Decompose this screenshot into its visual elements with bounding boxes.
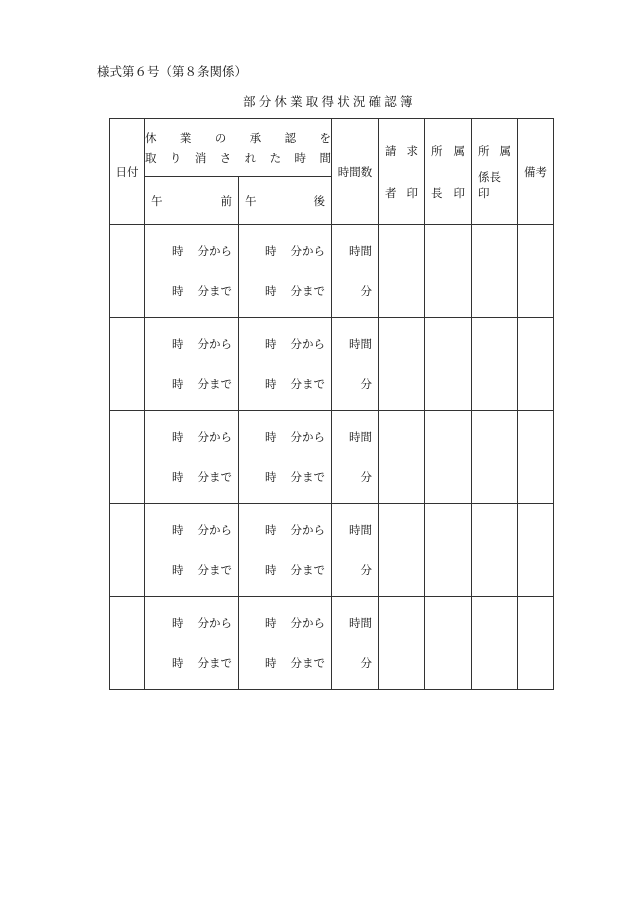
dept-head-seal-cell[interactable]: [425, 411, 472, 504]
header-date: 日付: [110, 119, 145, 225]
document-title: 部分休業取得状況確認簿: [243, 94, 416, 109]
morning-time-cell[interactable]: 時 分から 時 分まで: [145, 318, 239, 411]
remarks-cell[interactable]: [518, 411, 554, 504]
header-hours: 時間数: [332, 119, 379, 225]
date-cell[interactable]: [110, 411, 145, 504]
header-dept-head-seal: 所 属 長 印: [425, 119, 472, 225]
requester-seal-cell[interactable]: [379, 504, 425, 597]
hours-cell[interactable]: 時間 分: [332, 318, 379, 411]
afternoon-time-cell[interactable]: 時 分から 時 分まで: [239, 318, 332, 411]
header-afternoon: 午 後: [239, 177, 332, 225]
dept-head-seal-cell[interactable]: [425, 225, 472, 318]
date-cell[interactable]: [110, 318, 145, 411]
header-section-head-seal: 所 属 係長印: [472, 119, 518, 225]
afternoon-time-cell[interactable]: 時 分から 時 分まで: [239, 411, 332, 504]
section-head-seal-cell[interactable]: [472, 225, 518, 318]
requester-seal-cell[interactable]: [379, 597, 425, 690]
remarks-cell[interactable]: [518, 318, 554, 411]
hours-cell[interactable]: 時間 分: [332, 597, 379, 690]
header-cancelled-time: [145, 119, 332, 177]
afternoon-time-cell[interactable]: 時 分から 時 分まで: [239, 597, 332, 690]
remarks-cell[interactable]: [518, 597, 554, 690]
form-number: 様式第６号（第８条関係）: [97, 64, 248, 79]
date-cell[interactable]: [110, 504, 145, 597]
confirmation-table: [109, 118, 554, 690]
morning-time-cell[interactable]: 時 分から 時 分まで: [145, 504, 239, 597]
morning-time-cell[interactable]: 時 分から 時 分まで: [145, 225, 239, 318]
date-cell[interactable]: [110, 597, 145, 690]
header-cancelled-line2: 取 り 消 さ れ た 時 間: [145, 150, 331, 165]
hours-cell[interactable]: 時間 分: [332, 504, 379, 597]
dept-head-seal-cell[interactable]: [425, 597, 472, 690]
table-row: [110, 597, 554, 690]
requester-seal-cell[interactable]: [379, 225, 425, 318]
section-head-seal-cell[interactable]: [472, 504, 518, 597]
remarks-cell[interactable]: [518, 504, 554, 597]
table-row: [110, 504, 554, 597]
header-morning: 午 前: [145, 177, 239, 225]
section-head-seal-cell[interactable]: [472, 411, 518, 504]
requester-seal-cell[interactable]: [379, 411, 425, 504]
afternoon-time-cell[interactable]: 時 分から 時 分まで: [239, 225, 332, 318]
dept-head-seal-cell[interactable]: [425, 318, 472, 411]
table-row: [110, 411, 554, 504]
header-requester-seal: 請 求 者 印: [379, 119, 425, 225]
morning-time-cell[interactable]: 時 分から 時 分まで: [145, 411, 239, 504]
table-row: [110, 225, 554, 318]
header-row-1: [110, 119, 554, 177]
afternoon-time-cell[interactable]: 時 分から 時 分まで: [239, 504, 332, 597]
requester-seal-cell[interactable]: [379, 318, 425, 411]
remarks-cell[interactable]: [518, 225, 554, 318]
date-cell[interactable]: [110, 225, 145, 318]
hours-cell[interactable]: 時間 分: [332, 225, 379, 318]
section-head-seal-cell[interactable]: [472, 318, 518, 411]
dept-head-seal-cell[interactable]: [425, 504, 472, 597]
table-row: [110, 318, 554, 411]
morning-time-cell[interactable]: 時 分から 時 分まで: [145, 597, 239, 690]
hours-cell[interactable]: 時間 分: [332, 411, 379, 504]
header-remarks: 備考: [518, 119, 554, 225]
header-cancelled-line1: 休 業 の 承 認 を: [145, 130, 331, 145]
section-head-seal-cell[interactable]: [472, 597, 518, 690]
